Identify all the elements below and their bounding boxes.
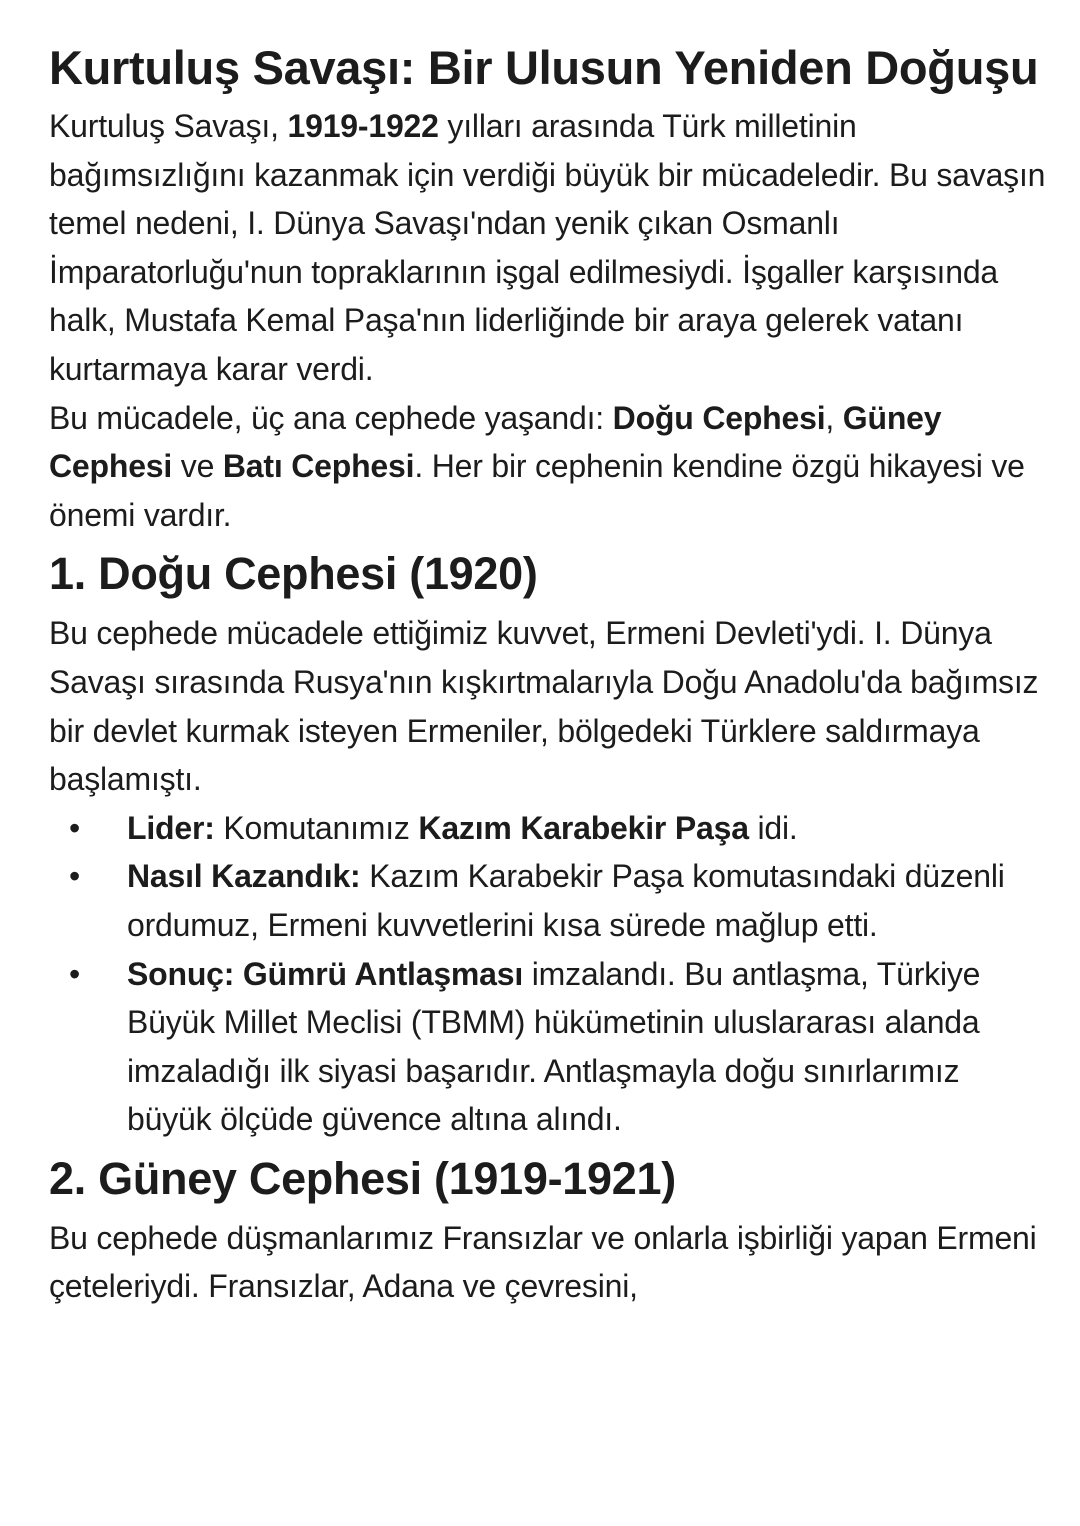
front-name-west: Batı Cephesi: [222, 448, 415, 485]
bullet-icon: •: [69, 955, 81, 992]
bullet-icon: •: [69, 858, 81, 895]
list-item-how-we-won: • Nasıl Kazandık: Kazım Karabekir Paşa komutasındaki düzenli ordumuz, Ermeni kuvvetlerini kısa sürede mağlup etti.: [49, 852, 1049, 949]
years-highlight: 1919-1922: [287, 108, 439, 144]
front-name-east: Doğu Cephesi: [612, 399, 826, 436]
section-heading-south-front: 2. Güney Cephesi (1919-1921): [49, 1152, 676, 1204]
bullet-icon: •: [69, 809, 81, 846]
list-item-result: • Sonuç: Gümrü Antlaşması imzalandı. Bu antlaşma, Türkiye Büyük Millet Meclisi (TBMM) hükümetinin uluslararası alanda imzaladığı ilk siyasi başarıdır. Antlaşmayla doğu sınırlarımız büyük ölçüde güvence altına alındı.: [49, 950, 1049, 1144]
east-front-paragraph: Bu cephede mücadele ettiğimiz kuvvet, Ermeni Devleti'ydi. I. Dünya Savaşı sırasında Rusya'nın kışkırtmalarıyla Doğu Anadolu'da bağımsız bir devlet kurmak isteyen Ermeniler, bölgedeki Türklere saldırmaya başlamıştı.: [49, 615, 1039, 798]
front-name-south: Güney Cephesi: [49, 399, 942, 485]
page-title: Kurtuluş Savaşı: Bir Ulusun Yeniden Doğuşu: [49, 41, 1039, 94]
east-front-bullet-list: [49, 804, 1049, 1144]
fronts-paragraph: Bu mücadele, üç ana cephede yaşandı: Doğu Cephesi, Güney Cephesi ve Batı Cephesi. Her bir cephenin kendine özgü hikayesi ve önemi vardır.: [49, 399, 1025, 533]
document-page: [49, 34, 1049, 1311]
list-item-leader: • Lider: Komutanımız Kazım Karabekir Paşa idi.: [49, 804, 1049, 853]
south-front-paragraph: Bu cephede düşmanlarımız Fransızlar ve onlarla işbirliği yapan Ermeni çeteleriydi. Fransızlar, Adana ve çevresini,: [49, 1219, 1037, 1305]
section-heading-east-front: 1. Doğu Cephesi (1920): [49, 548, 538, 600]
intro-paragraph: Kurtuluş Savaşı, 1919-1922 yılları arasında Türk milletinin bağımsızlığını kazanmak için verdiği büyük bir mücadeledir. Bu savaşın temel nedeni, I. Dünya Savaşı'ndan yenik çıkan Osmanlı İmparatorluğu'nun topraklarının işgal edilmesiydi. İşgaller karşısında halk, Mustafa Kemal Paşa'nın liderliğinde bir araya gelerek vatanı kurtarmaya karar verdi.: [49, 108, 1046, 387]
